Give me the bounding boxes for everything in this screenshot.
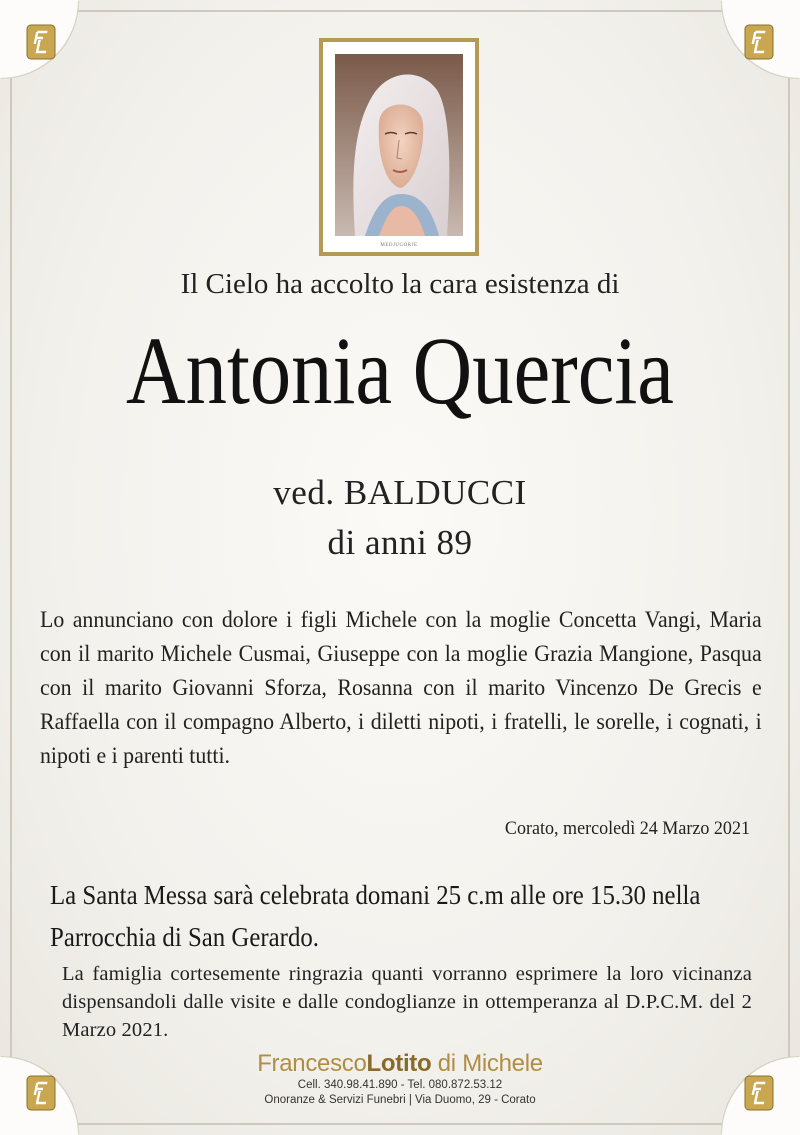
portrait-caption: MEDJUGORJE	[380, 243, 418, 248]
funeral-agency-block	[0, 1050, 800, 1108]
thanks-paragraph: La famiglia cortesemente ringrazia quanti vorranno esprimere la loro vicinanza dispensandoli dalle visite e dalle condoglianze in ottemperanza al D.P.C.M. del 2 Marzo 2021.	[62, 963, 752, 1041]
agency-contacts: Cell. 340.98.41.890 - Tel. 080.872.53.12	[297, 1079, 503, 1091]
fl-monogram-icon	[26, 24, 56, 60]
agency-name	[0, 1050, 800, 1078]
madonna-portrait	[319, 38, 479, 256]
agency-name-first: Francesco	[257, 1050, 367, 1077]
intro-line: Il Cielo ha accolto la cara esistenza di	[180, 268, 620, 300]
widow-of-line: ved. BALDUCCI	[273, 473, 527, 512]
fl-monogram-icon	[744, 24, 774, 60]
place-date: Corato, mercoledì 24 Marzo 2021	[504, 818, 750, 839]
age-line: di anni 89	[327, 523, 473, 562]
announcement-paragraph: Lo annunciano con dolore i figli Michele con la moglie Concetta Vangi, Maria con il marito Michele Cusmai, Giuseppe con la moglie Grazia Mangione, Pasqua con il marito Giovanni Sforza, Rosanna con il marito Vincenzo De Grecis e Raffaella con il compagno Alberto, i diletti nipoti, i fratelli, le sorelle, i cognati, i nipoti e i parenti tutti.	[40, 607, 762, 769]
madonna-image	[335, 54, 463, 236]
agency-name-suffix: di Michele	[431, 1050, 543, 1077]
mass-paragraph: La Santa Messa sarà celebrata domani 25 c.m alle ore 15.30 nella Parrocchia di San Gerardo.	[50, 880, 701, 952]
agency-name-surname: Lotito	[366, 1050, 432, 1077]
agency-address: Onoranze & Servizi Funebri | Via Duomo, 29 - Corato	[264, 1094, 536, 1106]
deceased-name: Antonia Quercia	[126, 317, 674, 424]
